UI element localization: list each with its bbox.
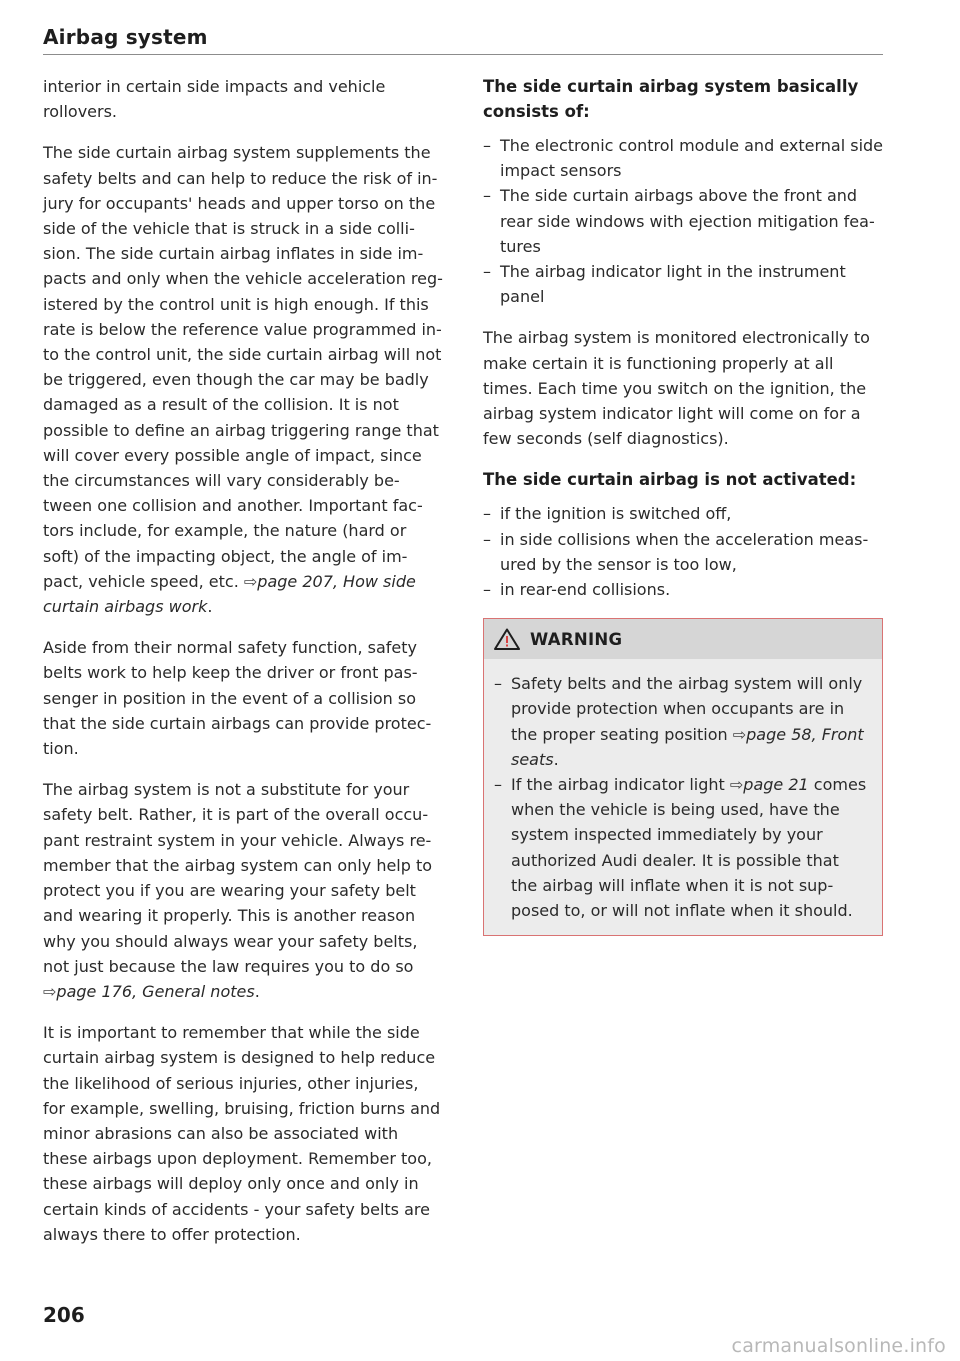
- paragraph-not-substitute-end: .: [254, 981, 260, 1001]
- header-divider: [43, 54, 883, 55]
- link-page-58[interactable]: page 58, Front seats: [511, 724, 864, 769]
- dash-bullet: –: [483, 529, 491, 549]
- warning-title: WARNING: [530, 629, 623, 649]
- paragraph-supplements-end: .: [207, 597, 213, 617]
- dash-bullet: –: [483, 262, 491, 282]
- list-item: [483, 133, 883, 183]
- warning-list: [494, 671, 868, 923]
- warning-header: [484, 618, 882, 659]
- link-page-21[interactable]: page 21: [743, 775, 809, 795]
- link-page-176[interactable]: page 176, General notes: [56, 981, 255, 1001]
- warning-item-text: Safety belts and the airbag system will only provide protection when occupants are in the proper seating position: [511, 674, 863, 744]
- arrow-right-icon: ⇨: [732, 724, 747, 744]
- right-column: [483, 74, 883, 936]
- dash-bullet: –: [494, 775, 502, 795]
- paragraph-important: It is important to remember that while the side curtain airbag system is designed to help reduce the likelihood of serious injuries, other injuries, for example, swelling, bruising, friction burns and minor abrasions can also be associated with these airbags upon deployment. Remember too, these airbags will deploy only once and only in certain kinds of accidents - your safety belts are always there to offer protection.: [43, 1023, 441, 1244]
- section-header: Airbag system: [43, 25, 208, 49]
- list-not-activated: [483, 501, 883, 602]
- paragraph-not-substitute-text: The airbag system is not a substitute for your safety belt. Rather, it is part of the overall occu-pant restraint system in your vehicle. Always re-member that the airbag system can only help to protect you if you are wearing your safety belt and wearing it properly. This is another reason why you should always wear your safety belts, not just because the law requires you to do so: [43, 780, 433, 976]
- dash-bullet: –: [494, 674, 502, 694]
- paragraph-monitored: The airbag system is monitored electronically to make certain it is functioning properly at all times. Each time you switch on the ignition, the airbag system indicator light will come on for a few seconds (self diagnostics).: [483, 328, 870, 449]
- list-item-text: The electronic control module and external side impact sensors: [500, 136, 884, 181]
- arrow-right-icon: ⇨: [43, 981, 57, 1001]
- paragraph-rollovers: interior in certain side impacts and vehicle rollovers.: [43, 77, 386, 122]
- warning-item: [494, 671, 868, 772]
- list-item-text: The airbag indicator light in the instrument panel: [500, 262, 846, 307]
- arrow-right-icon: ⇨: [729, 775, 744, 795]
- list-item-text: in side collisions when the acceleration meas-ured by the sensor is too low,: [500, 529, 869, 574]
- watermark: carmanualsonline.info: [731, 1335, 946, 1357]
- list-item-text: if the ignition is switched off,: [500, 504, 732, 524]
- list-item: [483, 501, 883, 526]
- warning-triangle-icon: [494, 628, 520, 650]
- dash-bullet: –: [483, 186, 491, 206]
- arrow-right-icon: ⇨: [243, 571, 258, 591]
- warning-item: [494, 772, 868, 923]
- warning-box: [483, 618, 883, 936]
- link-page-207[interactable]: page 207, How side curtain airbags work: [43, 571, 416, 617]
- page-number: 206: [43, 1303, 85, 1327]
- dash-bullet: –: [483, 136, 491, 155]
- heading-consists-of: The side curtain airbag system basically consists of:: [483, 77, 859, 121]
- list-item: [483, 183, 883, 259]
- heading-not-activated: The side curtain airbag is not activated:: [483, 470, 857, 490]
- dash-bullet: –: [483, 580, 491, 600]
- left-column: [43, 74, 443, 1263]
- list-item: [483, 259, 883, 309]
- warning-item-text: If the airbag indicator light: [511, 775, 725, 795]
- list-item: [483, 577, 883, 602]
- warning-item-end: comes when the vehicle is being used, have the system inspected immediately by your authorized Audi dealer. It is possible that the airbag will inflate when it is not sup-posed to, or will not inflate when it should.: [511, 775, 867, 921]
- list-item: [483, 527, 883, 577]
- paragraph-supplements-text: The side curtain airbag system supplements the safety belts and can help to reduce the risk of in-jury for occupants' heads and upper torso on the side of the vehicle that is struck in a side colli-sion. The side curtain airbag inflates in side im-pacts and only when the vehicle acceleration reg-istered by the control unit is high enough. If this rate is below the reference value programmed in-to the control unit, the side curtain airbag will not be triggered, even though the car may be badly damaged as a result of the collision. It is not possible to define an airbag triggering range that will cover every possible angle of impact, since the circumstances will vary considerably be-tween one collision and another. Important fac-tors include, for example, the nature (hard or soft) of the impacting object, the angle of im-pact, vehicle speed, etc.: [43, 143, 443, 591]
- paragraph-not-substitute: [43, 777, 443, 1004]
- paragraph-aside: Aside from their normal safety function, safety belts work to help keep the driver or front pas-senger in position in the event of a collision so that the side curtain airbags can provide protec-tion.: [43, 638, 432, 759]
- paragraph-supplements: [43, 140, 443, 619]
- warning-body: [484, 659, 882, 935]
- dash-bullet: –: [483, 504, 491, 524]
- list-consists-of: [483, 133, 883, 309]
- list-item-text: The side curtain airbags above the front and rear side windows with ejection mitigation fea-tures: [500, 186, 875, 256]
- list-item-text: in rear-end collisions.: [500, 580, 671, 600]
- warning-item-end: .: [553, 749, 559, 769]
